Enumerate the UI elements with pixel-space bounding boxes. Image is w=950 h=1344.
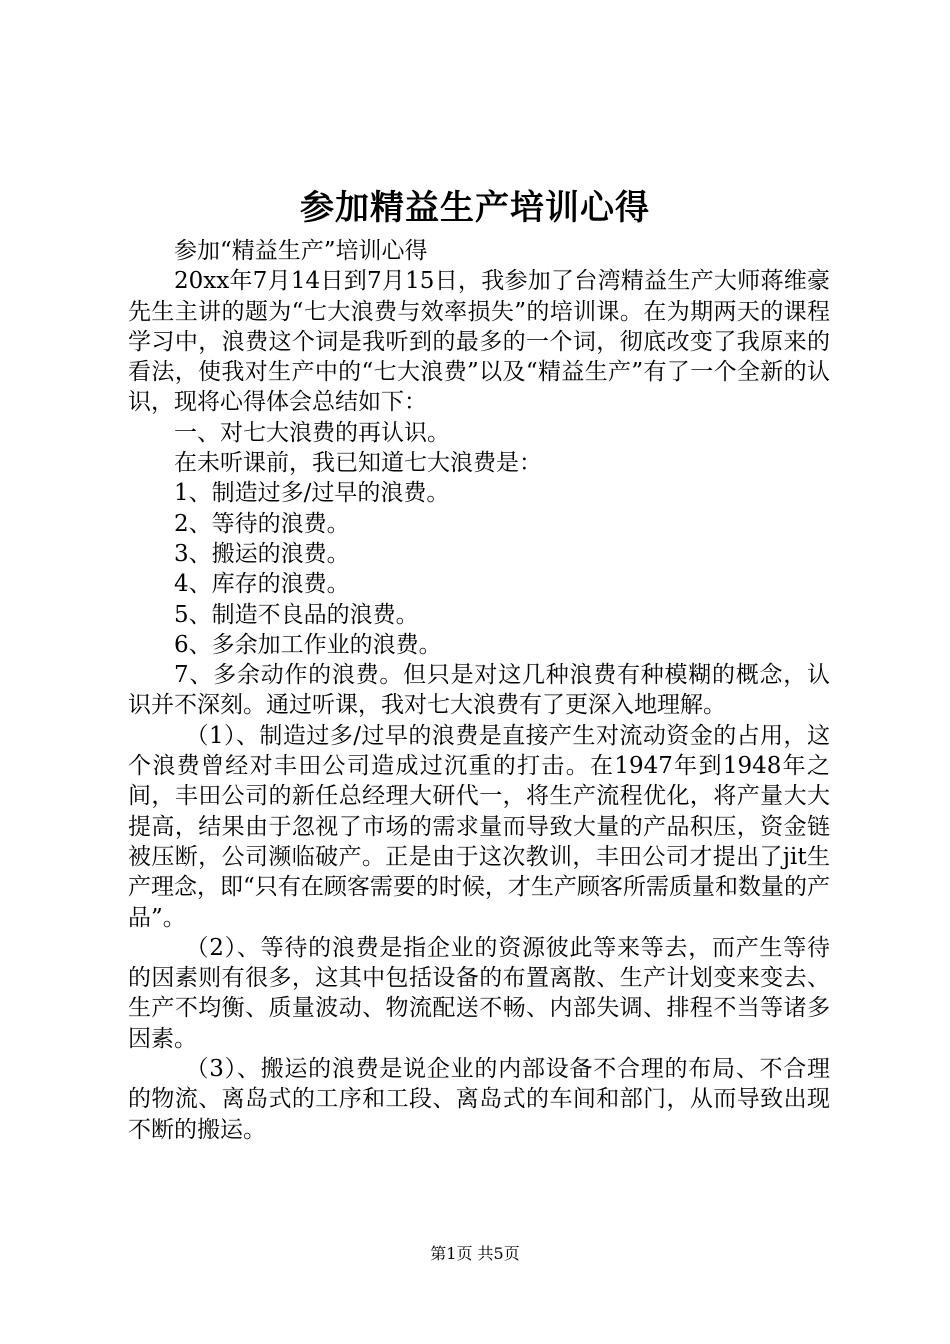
section-heading: 一、对七大浪费的再认识。 xyxy=(174,419,450,446)
list-item: 5、制造不良品的浪费。 xyxy=(174,601,419,628)
paragraph: 在未听课前，我已知道七大浪费是： xyxy=(174,450,542,477)
document-body xyxy=(128,236,830,1145)
paragraph: （1）、制造过多/过早的浪费是直接产生对流动资金的占用，这个浪费曾经对丰田公司造成过沉重的打击。在1947年到1948年之间，丰田公司的新任总经理大研代一，将生产流程优化，将产量大大提高，结果由于忽视了市场的需求量而导致大量的产品积压，资金链被压断，公司濒临破产。正是由于这次教训，丰田公司才提出了jit生产理念，即“只有在顾客需要的时候，才生产顾客所需质量和数量的产品”。 xyxy=(128,722,830,931)
paragraph: （3）、搬运的浪费是说企业的内部设备不合理的布局、不合理的物流、离岛式的工序和工段、离岛式的车间和部门，从而导致出现不断的搬运。 xyxy=(128,1056,830,1143)
paragraph: 20xx年7月14日到7月15日，我参加了台湾精益生产大师蒋维豪先生主讲的题为“七大浪费与效率损失”的培训课。在为期两天的课程学习中，浪费这个词是我听到的最多的一个词，彻底改变了我原来的看法，使我对生产中的“七大浪费”以及“精益生产”有了一个全新的认识，现将心得体会总结如下： xyxy=(128,268,830,416)
document-title: 参加精益生产培训心得 xyxy=(300,188,650,228)
list-item: 2、等待的浪费。 xyxy=(174,510,350,537)
list-item: 4、库存的浪费。 xyxy=(174,571,350,598)
list-item: 1、制造过多/过早的浪费。 xyxy=(174,480,450,507)
page-footer: 第1页 共5页 xyxy=(430,1244,520,1263)
list-item: 3、搬运的浪费。 xyxy=(174,540,350,567)
list-item: 7、多余动作的浪费。但只是对这几种浪费有种模糊的概念，认识并不深刻。通过听课，我对七大浪费有了更深入地理解。 xyxy=(128,662,830,719)
list-item: 6、多余加工作业的浪费。 xyxy=(174,631,442,658)
paragraph: （2）、等待的浪费是指企业的资源彼此等来等去，而产生等待的因素则有很多，这其中包括设备的布置离散、生产计划变来变去、生产不均衡、质量波动、物流配送不畅、内部失调、排程不当等诸多因素。 xyxy=(128,934,830,1052)
paragraph: 参加“精益生产”培训心得 xyxy=(174,238,428,264)
